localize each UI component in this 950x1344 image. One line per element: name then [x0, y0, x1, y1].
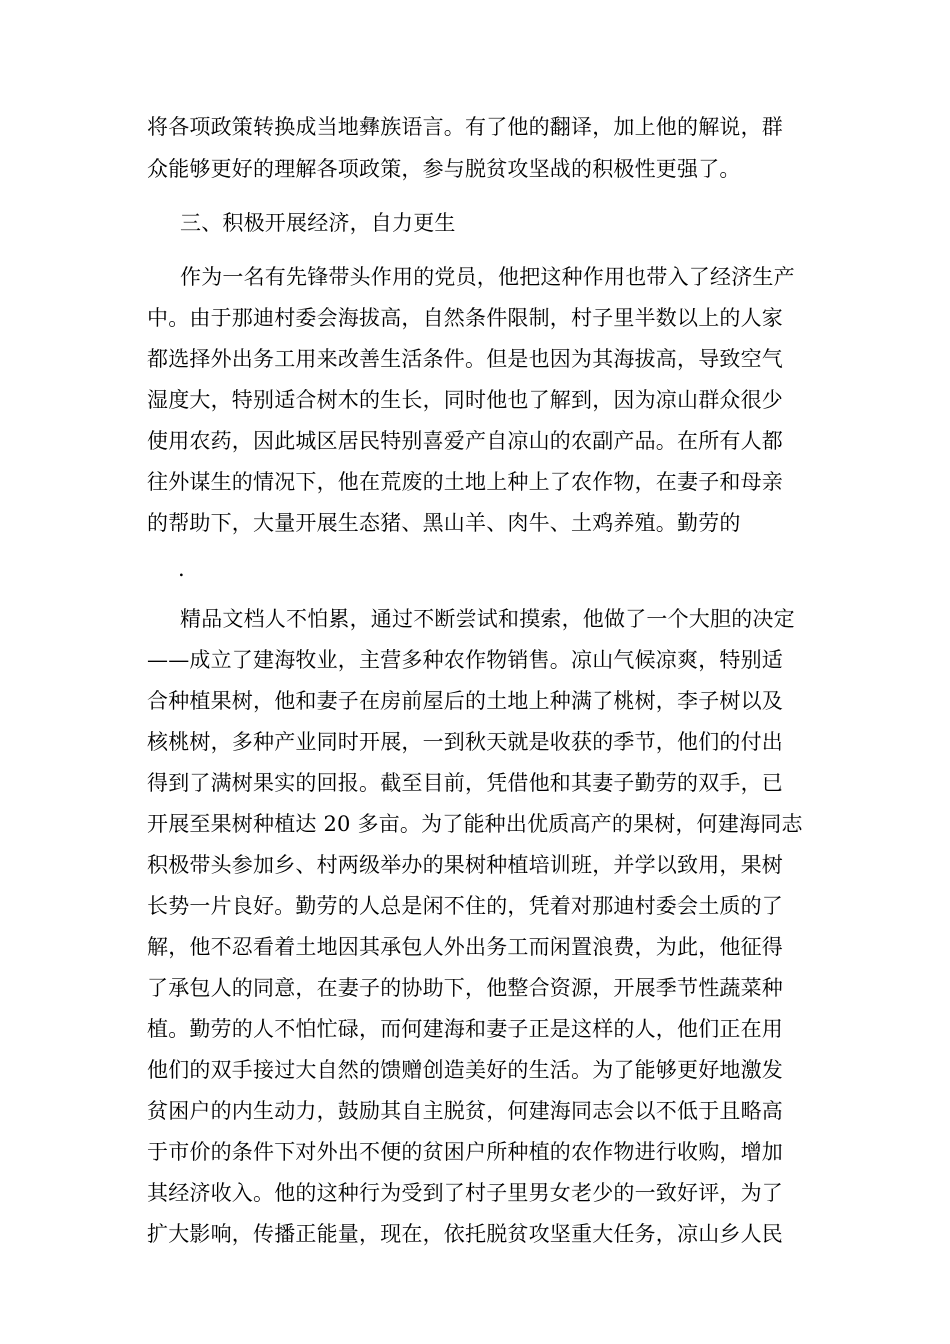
text-line: 扩大影响，传播正能量，现在，依托脱贫攻坚重大任务，凉山乡人民	[147, 1222, 783, 1246]
text-line: 核桃树，多种产业同时开展，一到秋天就是收获的季节，他们的付出	[147, 730, 783, 754]
text-line: 解，他不忍看着土地因其承包人外出务工而闲置浪费，为此，他征得	[147, 935, 783, 959]
text-line: 众能够更好的理解各项政策，参与脱贫攻坚战的积极性更强了。	[147, 157, 741, 181]
text-line: 将各项政策转换成当地彝族语言。有了他的翻译，加上他的解说，群	[147, 115, 783, 139]
text-line: 于市价的条件下对外出不便的贫困户所种植的农作物进行收购，增加	[147, 1140, 783, 1164]
text-line: 他们的双手接过大自然的馈赠创造美好的生活。为了能够更好地激发	[147, 1058, 783, 1082]
text-line: 作为一名有先锋带头作用的党员，他把这种作用也带入了经济生产	[180, 265, 795, 289]
text-line: 中。由于那迪村委会海拔高，自然条件限制，村子里半数以上的人家	[147, 306, 783, 330]
text-line: 合种植果树，他和妻子在房前屋后的土地上种满了桃树，李子树以及	[147, 689, 783, 713]
section-heading: 三、积极开展经济，自力更生	[180, 211, 456, 235]
text-line: 其经济收入。他的这种行为受到了村子里男女老少的一致好评，为了	[147, 1181, 783, 1205]
text-line: 精品文档人不怕累，通过不断尝试和摸索，他做了一个大胆的决定	[180, 607, 795, 631]
text-line: 开展至果树种植达 20 多亩。为了能种出优质高产的果树，何建海同志	[147, 812, 803, 836]
text-line: 的帮助下，大量开展生态猪、黑山羊、肉牛、土鸡养殖。勤劳的	[147, 511, 741, 535]
text-line: 往外谋生的情况下，他在荒废的土地上种上了农作物，在妻子和母亲	[147, 470, 783, 494]
text-line: ——成立了建海牧业，主营多种农作物销售。凉山气候凉爽，特别适	[147, 648, 783, 672]
text-line: 贫困户的内生动力，鼓励其自主脱贫，何建海同志会以不低于且略高	[147, 1099, 783, 1123]
page-break-dot: .	[178, 557, 185, 581]
text-line: 长势一片良好。勤劳的人总是闲不住的，凭着对那迪村委会土质的了	[147, 894, 783, 918]
text-line: 使用农药，因此城区居民特别喜爱产自凉山的农副产品。在所有人都	[147, 429, 783, 453]
text-line: 积极带头参加乡、村两级举办的果树种植培训班，并学以致用，果树	[147, 853, 783, 877]
text-line: 了承包人的同意，在妻子的协助下，他整合资源，开展季节性蔬菜种	[147, 976, 783, 1000]
text-line: 得到了满树果实的回报。截至目前，凭借他和其妻子勤劳的双手，已	[147, 771, 783, 795]
text-line: 植。勤劳的人不怕忙碌，而何建海和妻子正是这样的人，他们正在用	[147, 1017, 783, 1041]
text-line: 湿度大，特别适合树木的生长，同时他也了解到，因为凉山群众很少	[147, 388, 783, 412]
text-line: 都选择外出务工用来改善生活条件。但是也因为其海拔高，导致空气	[147, 347, 783, 371]
